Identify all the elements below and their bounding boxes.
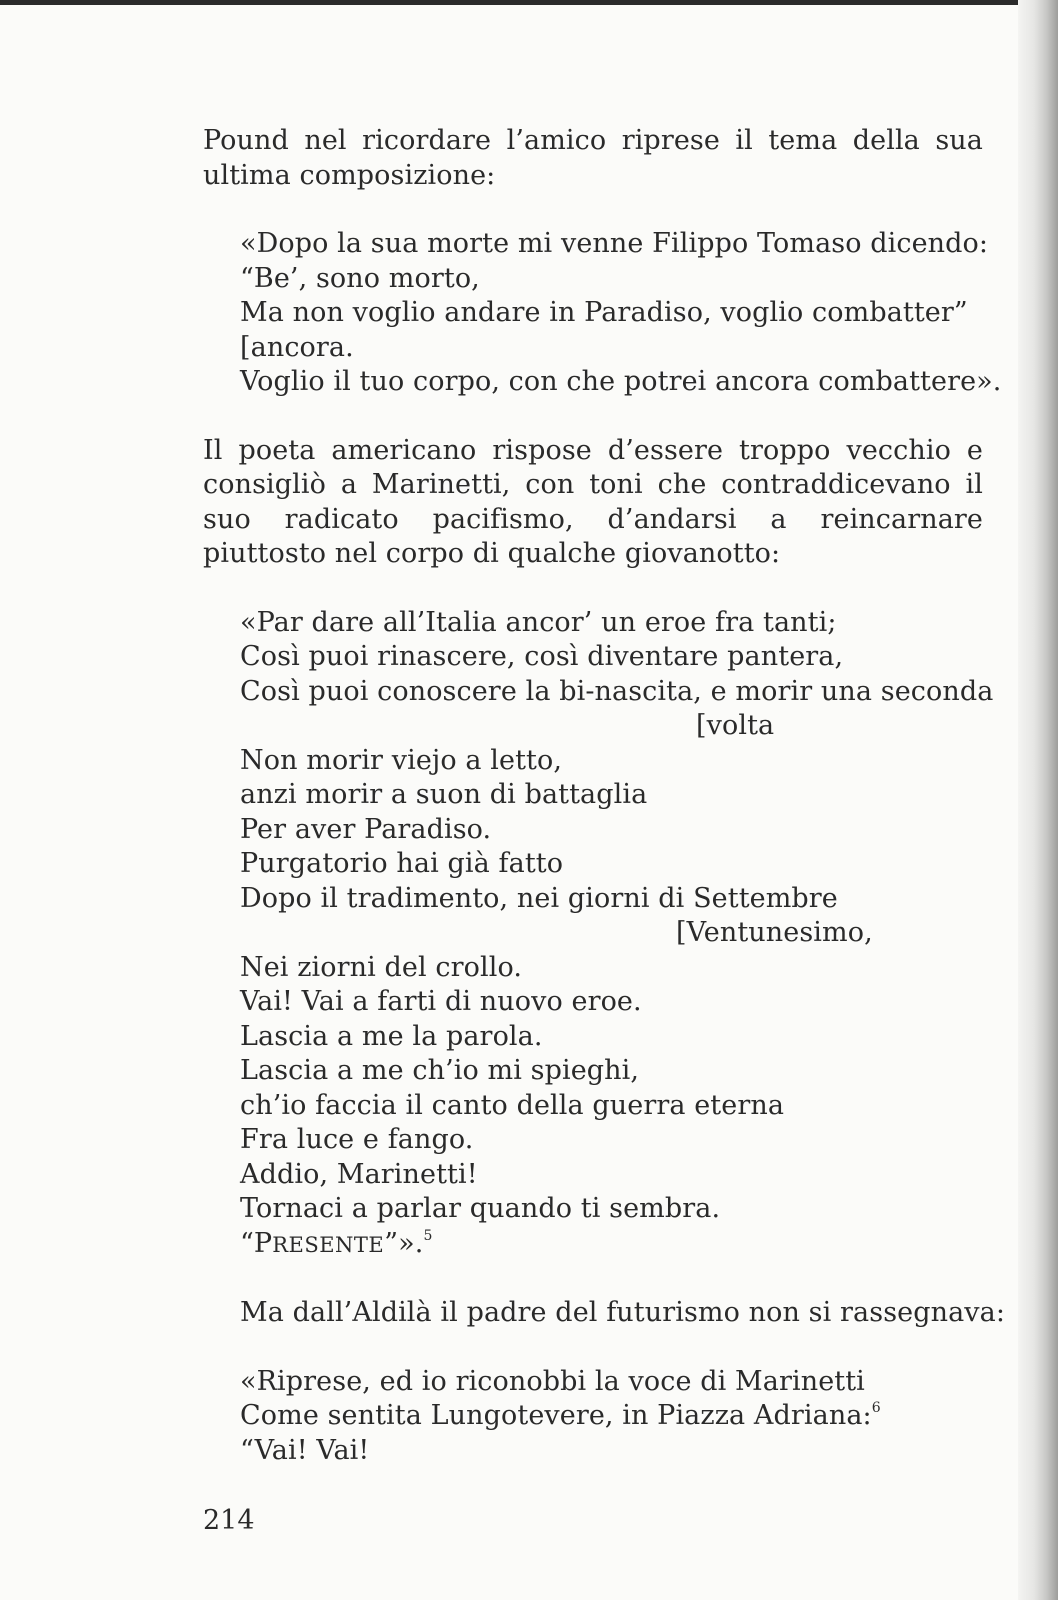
footnote-ref: 5: [423, 1227, 433, 1244]
page-number: 214: [203, 1505, 255, 1536]
verse-line: «Riprese, ed io riconobbi la voce di Marinetti: [240, 1365, 865, 1397]
verse-line: Dopo il tradimento, nei giorni di Settembre: [240, 882, 838, 914]
verse-line: Purgatorio hai già fatto: [240, 848, 564, 879]
intro-paragraph: Pound nel ricordare l’amico riprese il tema della sua ultima composizione:: [203, 125, 983, 191]
footnote-ref: 6: [871, 1400, 881, 1416]
verse-line-text: Come sentita Lungotevere, in Piazza Adriana:: [240, 1400, 872, 1431]
verse-line: «Dopo la sua morte mi venne Filippo Tomaso dicendo:: [240, 228, 989, 259]
verse-line-presente: [240, 1227, 983, 1263]
verse-line: Così puoi conoscere la bi-nascita, e morir una seconda: [240, 675, 994, 707]
verse-quote-1: [203, 227, 1002, 400]
verse-turnover: [Ventunesimo,: [676, 917, 873, 948]
verse-line: Fra luce e fango.: [240, 1124, 474, 1155]
verse-line: anzi morir a suon di battaglia: [240, 779, 648, 810]
bridge-line-block: [203, 1296, 1006, 1331]
presente-initial: P: [253, 1227, 273, 1259]
book-spine-shadow: [1018, 0, 1058, 1600]
close-quote: ”».: [384, 1227, 424, 1259]
verse-turnover: [volta: [696, 710, 775, 741]
verse-line: «Par dare all’Italia ancor’ un eroe fra tanti;: [240, 606, 837, 638]
verse-line: Così puoi rinascere, così diventare pantera,: [240, 641, 844, 672]
verse-line: Nei ziorni del crollo.: [240, 951, 523, 983]
verse-line: Tornaci a parlar quando ti sembra.: [240, 1193, 721, 1224]
verse-line: “Vai! Vai!: [240, 1434, 370, 1466]
body-text: [203, 124, 1006, 1468]
verse-line: [ancora.: [240, 331, 354, 363]
verse-line: ch’io faccia il canto della guerra eterna: [240, 1089, 785, 1121]
verse-line: Addio, Marinetti!: [240, 1158, 478, 1190]
verse-line: Voglio il tuo corpo, con che potrei ancora combattere».: [240, 366, 1002, 397]
verse-quote-3: [203, 1365, 983, 1469]
verse-line: Lascia a me la parola.: [240, 1020, 543, 1052]
presente-smallcaps: RESENTE: [272, 1232, 385, 1257]
open-quote: “: [240, 1227, 254, 1259]
verse-line: “Be’, sono morto,: [240, 262, 480, 294]
verse-line: Per aver Paradiso.: [240, 813, 492, 845]
bridge-line: Ma dall’Aldilà il padre del futurismo non si rassegnava:: [240, 1297, 1006, 1328]
page-top-edge: [0, 0, 1058, 5]
verse-line: Lascia a me ch’io mi spieghi,: [240, 1055, 640, 1086]
verse-line: Non morir viejo a letto,: [240, 744, 563, 776]
middle-paragraph: Il poeta americano rispose d’essere troppo vecchio e consigliò a Marinetti, con toni che contraddicevano il suo radicato pacifismo, d’andarsi a reincarnare piuttosto nel corpo di qualche giovanotto:: [203, 434, 983, 569]
verse-line: [240, 1399, 983, 1434]
verse-line: Vai! Vai a farti di nuovo eroe.: [240, 986, 642, 1017]
verse-line: Ma non voglio andare in Paradiso, voglio combatter”: [240, 297, 968, 328]
verse-quote-2: [203, 606, 994, 1263]
